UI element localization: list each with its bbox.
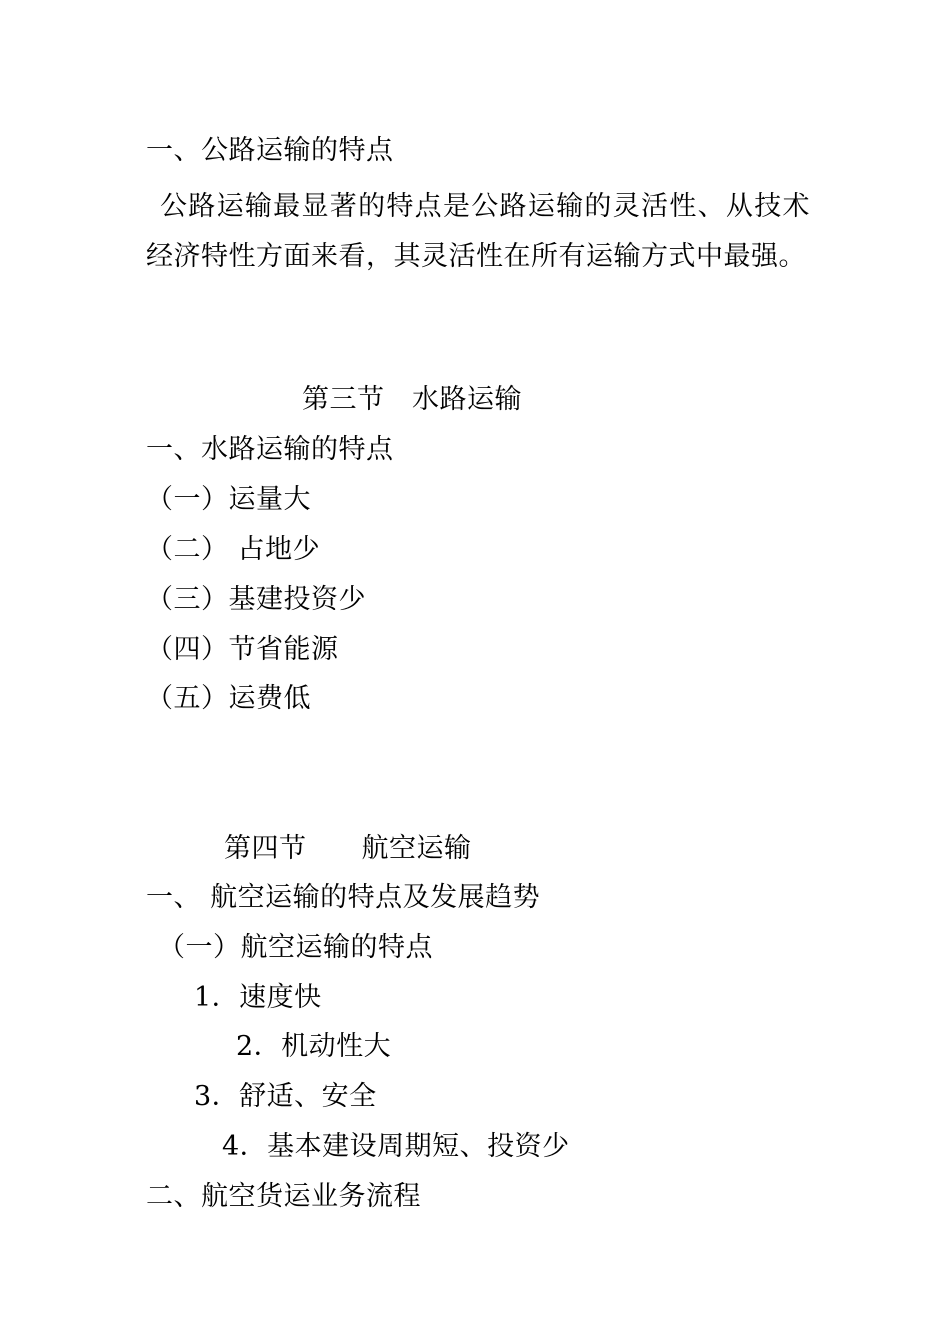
water-transport-section-title: 第三节 水路运输	[302, 384, 522, 415]
air-cargo-process-heading: 二、航空货运业务流程	[146, 1181, 421, 1212]
air-transport-heading: 一、 航空运输的特点及发展趋势	[146, 882, 541, 913]
air-feature-point: 1．速度快	[194, 982, 322, 1013]
air-feature-point: 4．基本建设周期短、投资少	[222, 1131, 570, 1162]
water-feature-item: （一）运量大	[146, 484, 311, 515]
water-feature-item: （四）节省能源	[146, 634, 339, 665]
air-transport-subheading: （一）航空运输的特点	[158, 932, 433, 963]
water-feature-item: （二） 占地少	[146, 534, 321, 565]
road-transport-paragraph: 公路运输最显著的特点是公路运输的灵活性、从技术经济特性方面来看，其灵活性在所有运输方式中最强。	[146, 191, 810, 272]
air-feature-point: 2．机动性大	[236, 1031, 392, 1062]
water-feature-item: （五）运费低	[146, 683, 311, 714]
water-transport-heading: 一、水路运输的特点	[146, 434, 394, 465]
air-feature-point: 3．舒适、安全	[194, 1081, 377, 1112]
road-transport-heading: 一、公路运输的特点	[146, 135, 394, 166]
air-transport-section-title: 第四节 航空运输	[224, 833, 472, 864]
water-feature-item: （三）基建投资少	[146, 584, 366, 615]
